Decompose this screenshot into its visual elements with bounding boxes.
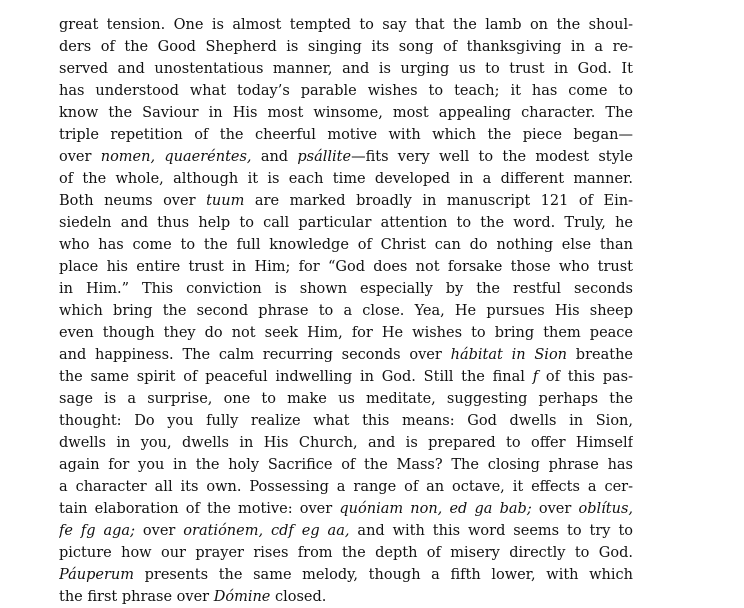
text-line	[59, 564, 633, 586]
text-run: and	[251, 149, 298, 165]
text-line	[59, 432, 633, 454]
italic-text: nomen, quaeréntes,	[100, 149, 252, 165]
text-run: of this pas-	[538, 369, 633, 385]
text-run: over	[134, 523, 184, 539]
text-run: picture how our prayer rises from the depth of misery directly to God.	[59, 545, 633, 561]
text-run: the same spirit of peaceful indwelling in God. Still the final	[59, 369, 533, 385]
text-line	[59, 212, 633, 234]
text-run: closed.	[270, 589, 327, 605]
text-line	[59, 14, 633, 36]
italic-text: f	[532, 369, 539, 385]
text-run: sage is a surprise, one to make us meditate, suggesting perhaps the	[59, 391, 633, 407]
text-run: know the Saviour in His most winsome, most appealing character. The	[59, 105, 633, 121]
text-line	[59, 190, 633, 212]
italic-text: Páuperum	[59, 567, 134, 583]
text-line	[59, 454, 633, 476]
text-line	[59, 146, 633, 168]
italic-text: Dómine	[213, 589, 271, 605]
text-run: —fits very well to the modest style	[351, 149, 633, 165]
text-run: great tension. One is almost tempted to say that the lamb on the shoul-	[59, 17, 633, 33]
text-run: has understood what today’s parable wishes to teach; it has come to	[59, 83, 633, 99]
text-run: triple repetition of the cheerful motive with which the piece began—	[59, 127, 633, 143]
text-run: and happiness. The calm recurring seconds over	[59, 347, 451, 363]
text-line	[59, 520, 633, 542]
body-paragraph	[59, 14, 633, 608]
text-line	[59, 322, 633, 344]
text-run: served and unostentatious manner, and is urging us to trust in God. It	[59, 61, 633, 77]
text-line	[59, 234, 633, 256]
text-line	[59, 410, 633, 432]
text-line	[59, 542, 633, 564]
italic-text: oblítus,	[578, 501, 633, 517]
text-run: the first phrase over	[59, 589, 214, 605]
text-line	[59, 300, 633, 322]
text-run: again for you in the holy Sacrifice of the Mass? The closing phrase has	[59, 457, 633, 473]
text-run: a character all its own. Possessing a range of an octave, it effects a cer-	[59, 479, 633, 495]
italic-text: tuum	[206, 193, 245, 209]
text-run: and with this word seems to try to	[349, 523, 633, 539]
text-line	[59, 498, 633, 520]
text-line	[59, 124, 633, 146]
text-line	[59, 168, 633, 190]
text-run: Both neums over	[59, 193, 207, 209]
italic-text: fe fg aga;	[59, 523, 135, 539]
italic-text: hábitat in Sion	[450, 347, 568, 363]
text-line	[59, 36, 633, 58]
text-line	[59, 58, 633, 80]
text-run: dwells in you, dwells in His Church, and is prepared to offer Himself	[59, 435, 633, 451]
text-line	[59, 80, 633, 102]
text-run: siedeln and thus help to call particular attention to the word. Truly, he	[59, 215, 633, 231]
text-run: in Him.” This conviction is shown especially by the restful seconds	[59, 281, 633, 297]
text-line	[59, 366, 633, 388]
text-run: even though they do not seek Him, for He wishes to bring them peace	[59, 325, 633, 341]
text-run: thought: Do you fully realize what this means: God dwells in Sion,	[59, 413, 633, 429]
italic-text: psállite	[297, 149, 352, 165]
text-run: over	[531, 501, 579, 517]
text-line	[59, 278, 633, 300]
text-run: which bring the second phrase to a close. Yea, He pursues His sheep	[59, 303, 633, 319]
text-line	[59, 256, 633, 278]
text-run: place his entire trust in Him; for “God does not forsake those who trust	[59, 259, 633, 275]
text-run: ders of the Good Shepherd is singing its song of thanksgiving in a re-	[59, 39, 633, 55]
text-run: of the whole, although it is each time developed in a different manner.	[59, 171, 633, 187]
text-line	[59, 102, 633, 124]
text-run: are marked broadly in manuscript 121 of Ein-	[244, 193, 633, 209]
text-run: tain elaboration of the motive: over	[59, 501, 340, 517]
text-line	[59, 586, 633, 608]
text-run: presents the same melody, though a fifth lower, with which	[133, 567, 633, 583]
text-run: who has come to the full knowledge of Christ can do nothing else than	[59, 237, 633, 253]
text-run: over	[59, 149, 101, 165]
text-line	[59, 344, 633, 366]
text-line	[59, 388, 633, 410]
italic-text: oratiónem, cdf eg aa,	[183, 523, 350, 539]
text-line	[59, 476, 633, 498]
text-run: breathe	[567, 347, 633, 363]
italic-text: quóniam non, ed ga bab;	[339, 501, 532, 517]
